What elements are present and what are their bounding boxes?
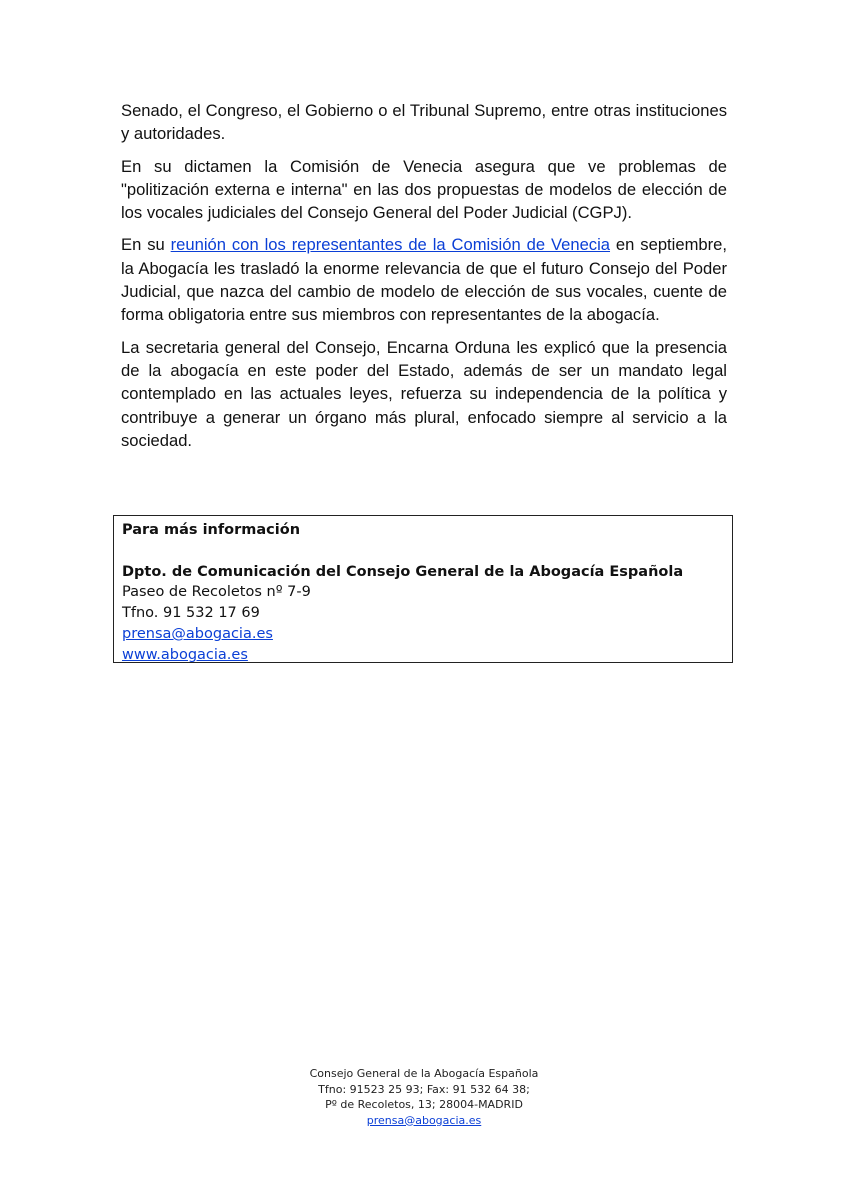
info-heading: Para más información: [122, 522, 301, 538]
footer-address: Pº de Recoletos, 13; 28004-MADRID: [325, 1098, 523, 1112]
paragraph-1: Senado, el Congreso, el Gobierno o el Tribunal Supremo, entre otras instituciones y autoridades.: [121, 101, 727, 144]
footer-org: Consejo General de la Abogacía Española: [309, 1067, 539, 1080]
info-address: Paseo de Recoletos nº 7-9: [122, 584, 311, 601]
info-website-link[interactable]: www.abogacia.es: [122, 646, 248, 663]
paragraph-3-end: en septiembre, la Abogacía les trasladó la enorme relevancia de que el futuro Consejo del Poder Judicial, que nazca del cambio de modelo de elección de sus vocales, cuente de forma obligatoria entre sus miembros con representantes de la abogacía.: [121, 235, 727, 325]
info-email-link[interactable]: prensa@abogacia.es: [122, 625, 273, 642]
paragraph-2: En su dictamen la Comisión de Venecia asegura que ve problemas de "politización externa e interna" en las dos propuestas de modelos de elección de los vocales judiciales del Consejo General del Poder Judicial (CGPJ).: [121, 156, 727, 223]
page-footer: [274, 1066, 574, 1128]
footer-contact: Tfno: 91523 25 93; Fax: 91 532 64 38;: [318, 1082, 530, 1096]
contact-info-box: [113, 515, 733, 663]
footer-email-link[interactable]: prensa@abogacia.es: [366, 1113, 482, 1127]
info-spacer: [122, 541, 724, 562]
paragraph-3: [121, 233, 727, 326]
paragraph-4: La secretaria general del Consejo, Encarna Orduna les explicó que la presencia de la abogacía en este poder del Estado, además de ser un mandato legal contemplado en las actuales leyes, refuerza su independencia de la política y contribuye a generar un órgano más plural, enfocado siempre al servicio a la sociedad.: [121, 337, 727, 450]
info-department: Dpto. de Comunicación del Consejo General de la Abogacía Española: [122, 563, 684, 580]
venice-commission-meeting-link[interactable]: reunión con los representantes de la Comisión de Venecia: [170, 235, 611, 255]
paragraph-3-start: En su: [121, 235, 171, 255]
info-phone: Tfno. 91 532 17 69: [122, 605, 260, 622]
article-body: [121, 99, 727, 461]
